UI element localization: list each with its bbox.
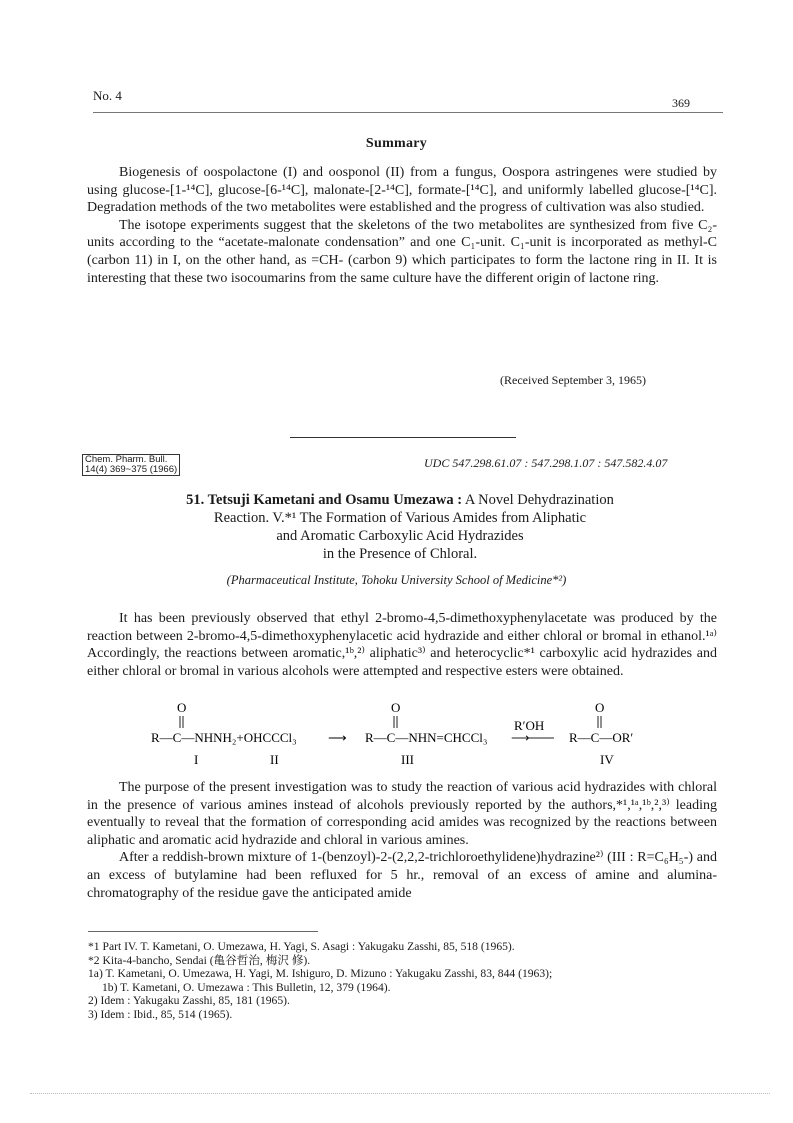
section-divider — [290, 437, 516, 438]
compound-IV-formula: R—C—OR′ — [569, 730, 634, 745]
label-II: II — [270, 752, 279, 767]
reaction-arrow-2: ⟶ — [511, 730, 530, 745]
footnote-4: 1b) T. Kametani, O. Umezawa : This Bulletin, 12, 379 (1964). — [102, 980, 391, 994]
article-title — [100, 491, 700, 563]
footnote-6: 3) Idem : Ibid., 85, 514 (1965). — [88, 1007, 233, 1021]
carbonyl-o-3: O — [595, 702, 605, 715]
journal-issue: No. 4 — [93, 88, 122, 103]
reaction-arrow-1: ⟶ — [328, 730, 347, 745]
reaction-scheme — [140, 702, 700, 772]
citation-journal: Chem. Pharm. Bull. — [85, 454, 168, 465]
label-III: III — [401, 752, 414, 767]
footnote-3: 1a) T. Kametani, O. Umezawa, H. Yagi, M. Ishiguro, D. Mizuno : Yakugaku Zasshi, 83, 844 (1963); — [88, 967, 553, 981]
carbonyl-o-1: O — [177, 702, 187, 715]
received-date: (Received September 3, 1965) — [500, 373, 646, 387]
footnote-1: *1 Part IV. T. Kametani, O. Umezawa, H. Yagi, S. Asagi : Yakugaku Zasshi, 85, 518 (1965). — [88, 940, 515, 953]
compound-III-formula: R—C—NHN=CHCCl₃ — [365, 730, 488, 745]
label-I: I — [194, 752, 199, 767]
footnote-2: *2 Kita-4-bancho, Sendai (亀谷哲治, 梅沢 修). — [88, 953, 311, 967]
carbonyl-o-2: O — [391, 702, 401, 715]
article-authors: 51. Tetsuji Kametani and Osamu Umezawa : — [186, 492, 463, 508]
affiliation: (Pharmaceutical Institute, Tohoku University School of Medicine*²) — [226, 573, 567, 587]
citation-volume: 14(4) 369~375 (1966) — [85, 464, 178, 475]
page-bottom-rule — [30, 1093, 770, 1094]
footnote-5: 2) Idem : Yakugaku Zasshi, 85, 181 (1965). — [88, 994, 290, 1008]
body-paragraph-2: The purpose of the present investigation was to study the reaction of various acid hydrazides with chloral in the presence of various amines instead of alcohols previously reported by the authors,*¹,¹ᵃ,¹ᵇ,²,³⁾ leading eventually to reveal that the formation of corresponding acid amides was recognized by the reactions between aliphatic and aromatic acid hydrazide and chloral in various amines. — [87, 780, 717, 848]
summary-heading: Summary — [365, 136, 428, 151]
title-line-1: A Novel Dehydrazination — [464, 492, 614, 508]
title-line-4: in the Presence of Chloral. — [322, 546, 478, 562]
reagent-label: R′OH — [514, 718, 545, 733]
journal-citation — [82, 454, 180, 476]
page-number: 369 — [672, 96, 690, 110]
body-intro — [87, 610, 717, 680]
header-rule — [93, 112, 723, 113]
title-line-3: and Aromatic Carboxylic Acid Hydrazides — [276, 528, 524, 544]
summary-paragraph-1: Biogenesis of oospolactone (I) and oosponol (II) from a fungus, Oospora astringenes were studied by using glucose-[1-¹⁴C], glucose-[6-¹⁴C], malonate-[2-¹⁴C], formate-[¹⁴C], and uniformly labelled glucose-[¹⁴C]. Degradation methods of the two metabolites were established and the progress of cultivation was also studied. — [87, 165, 717, 216]
title-line-2: Reaction. V.*¹ The Formation of Various Amides from Aliphatic — [213, 510, 587, 526]
footnotes — [88, 940, 728, 1022]
body-paragraph-1: It has been previously observed that ethyl 2-bromo-4,5-dimethoxyphenylacetate was produced by the reaction between 2-bromo-4,5-dimethoxyphenylacetic acid hydrazide and either chloral or bromal in ethanol.¹ᵃ⁾ Accordingly, the reactions between aromatic,¹ᵇ,²⁾ aliphatic³⁾ and heterocyclic*¹ carboxylic acid hydrazides and either chloral or bromal in various alcohols were attempted and respective esters were obtained. — [87, 611, 717, 679]
body-paragraph-3: After a reddish-brown mixture of 1-(benzoyl)-2-(2,2,2-trichloroethylidene)hydrazine²⁾ (III : R=C₆H₅-) and an excess of butylamine had been refluxed for 5 hr., removal of an excess of amine and alumina-chromatography of the residue gave the anticipated amide — [87, 850, 717, 901]
footnote-rule — [88, 931, 318, 932]
udc-code: UDC 547.298.61.07 : 547.298.1.07 : 547.582.4.07 — [424, 456, 668, 470]
label-IV: IV — [600, 752, 614, 767]
summary-paragraph-2: The isotope experiments suggest that the skeletons of the two metabolites are synthesized from five C₂-units according to the “acetate-malonate condensation” and one C₁-unit. C₁-unit is incorporated as methyl-C (carbon 11) in I, on the other hand, as =CH- (carbon 9) which participates to form the lactone ring in II. It is interesting that these two isocoumarins from the same culture have the different origin of lactone ring. — [87, 217, 717, 286]
compound-I-formula: R—C—NHNH₂+OHCCCl₃ — [151, 730, 297, 745]
summary-body — [87, 164, 717, 287]
body-main — [87, 779, 717, 902]
